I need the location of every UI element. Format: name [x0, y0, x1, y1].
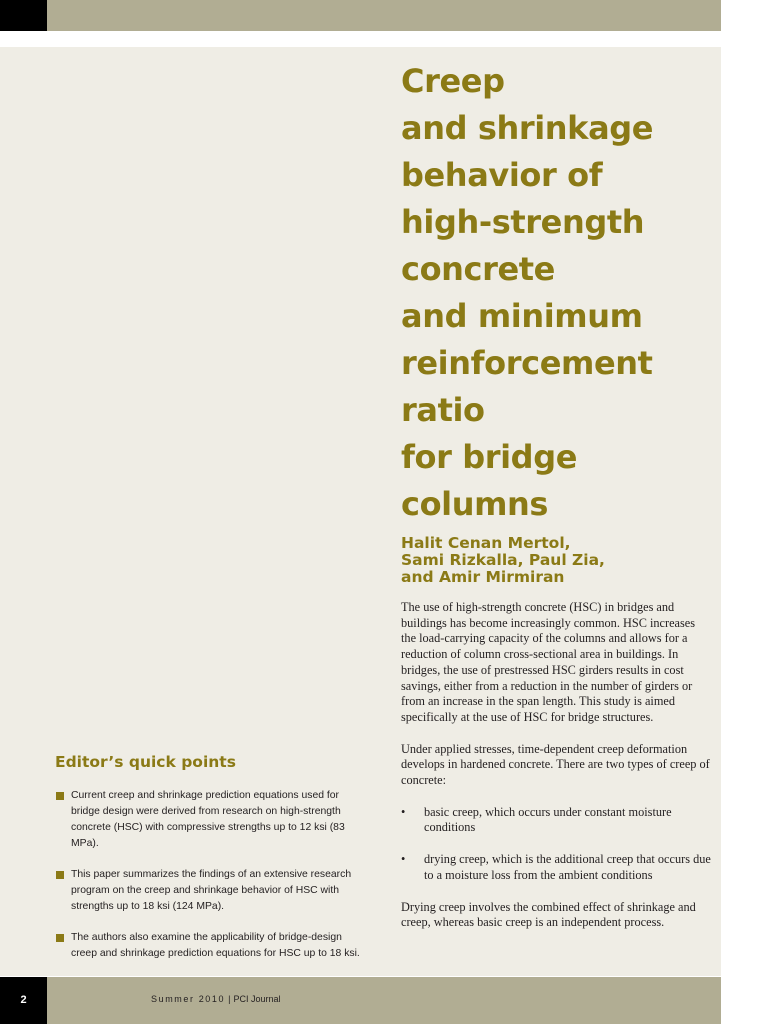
list-item [401, 805, 713, 836]
title-line: and minimum [401, 297, 643, 335]
creep-types-list [401, 805, 713, 884]
bullet-icon: • [401, 852, 406, 867]
footer-issue-info [151, 994, 281, 1004]
page-number: 2 [20, 994, 27, 1006]
title-line: for bridge [401, 438, 578, 476]
quick-point-text: The authors also examine the applicability of bridge-design creep and shrinkage prediction equations for HSC up to 18 ksi. [71, 932, 360, 959]
quick-point-item [55, 930, 365, 962]
title-line: columns [401, 485, 549, 523]
quick-point-text: This paper summarizes the findings of an extensive research program on the creep and shrinkage behavior of HSC with strengths up to 18 ksi (124 MPa). [71, 869, 352, 912]
article-body [401, 600, 713, 947]
list-item-text: drying creep, which is the additional creep that occurs due to a moisture loss from the ambient conditions [424, 852, 711, 882]
square-bullet-icon [56, 792, 64, 800]
author-line: Halit Cenan Mertol, [401, 534, 571, 552]
footer-separator: | [228, 994, 231, 1004]
bullet-icon: • [401, 804, 406, 819]
body-paragraph: The use of high-strength concrete (HSC) in bridges and buildings has become increasingly common. HSC increases the load-carrying capacity of the columns and allows for a reduction of column cross-sectional area in buildings. In bridges, the use of prestressed HSC girders results in cost savings, either from a reduction in the number of girders or from an increase in the span length. This study is aimed specifically at the use of HSC for bridge structures. [401, 600, 696, 724]
body-paragraph: Drying creep involves the combined effect of shrinkage and creep, whereas basic creep is an independent process. [401, 899, 696, 930]
article-title [401, 58, 653, 528]
title-line: ratio [401, 391, 485, 429]
title-line: and shrinkage [401, 109, 654, 147]
title-line: Creep [401, 62, 505, 100]
list-item-text: basic creep, which occurs under constant moisture conditions [424, 804, 672, 835]
footer-journal: PCI Journal [233, 994, 281, 1004]
square-bullet-icon [56, 934, 64, 942]
quick-point-item [55, 867, 365, 915]
footer-band [47, 977, 721, 1024]
title-line: high-strength [401, 203, 645, 241]
body-paragraph: Under applied stresses, time-dependent creep deformation develops in hardened concrete. There are two types of creep of concrete: [401, 741, 710, 788]
title-line: concrete [401, 250, 555, 288]
author-line: Sami Rizkalla, Paul Zia, [401, 551, 605, 569]
footer-issue: Summer 2010 [151, 994, 226, 1004]
editors-quick-points-list [55, 788, 365, 977]
list-item [401, 852, 713, 883]
header-black-block [0, 0, 47, 31]
square-bullet-icon [56, 871, 64, 879]
quick-point-item [55, 788, 365, 852]
editors-quick-points-heading: Editor’s quick points [55, 753, 236, 771]
author-line: and Amir Mirmiran [401, 568, 565, 586]
author-list [401, 535, 605, 586]
title-line: behavior of [401, 156, 603, 194]
title-line: reinforcement [401, 344, 653, 382]
quick-point-text: Current creep and shrinkage prediction equations used for bridge design were derived from research on high-strength concrete (HSC) with compressive strengths up to 12 ksi (83 MPa). [71, 790, 345, 849]
header-band [47, 0, 721, 31]
